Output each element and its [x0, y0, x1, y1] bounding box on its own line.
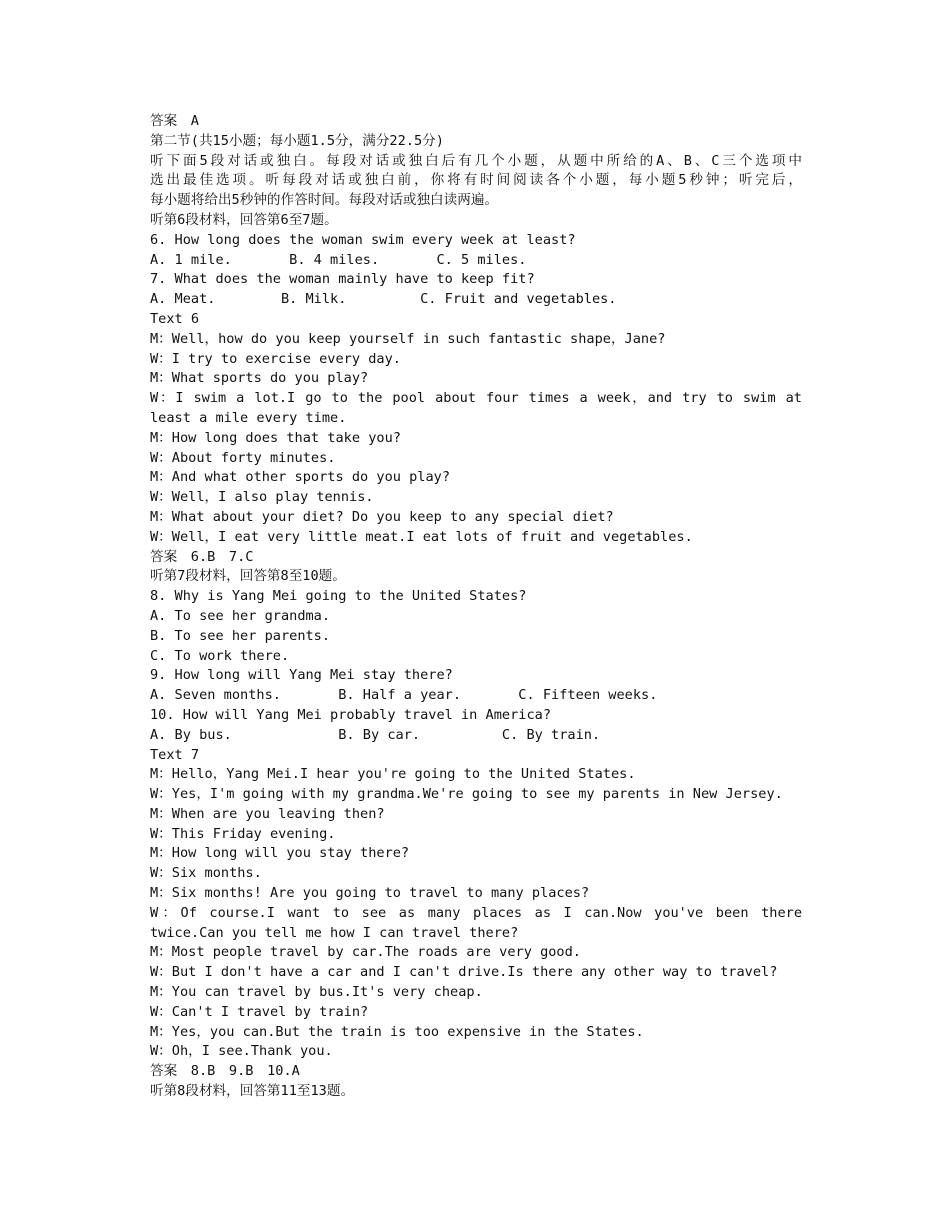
instructions-line: 选出最佳选项。听每段对话或独白前，你将有时间阅读各个小题，每小题5秒钟；听完后， — [150, 172, 802, 189]
dialogue-line: W：Six months. — [150, 865, 262, 882]
material-heading: 听第8段材料，回答第11至13题。 — [150, 1083, 355, 1100]
options-line: B. To see her parents. — [150, 627, 331, 644]
dialogue-line: M：Hello，Yang Mei.I hear you're going to the United States. — [150, 766, 636, 783]
dialogue-line: M：When are you leaving then? — [150, 805, 385, 822]
text-heading: Text 7 — [150, 746, 200, 763]
instructions-line: 每小题将给出5秒钟的作答时间。每段对话或独白读两遍。 — [150, 192, 499, 209]
dialogue-line: W：About forty minutes. — [150, 449, 336, 466]
question-line: 6. How long does the woman swim every week at least? — [150, 231, 576, 248]
options-line: A. To see her grandma. — [150, 607, 331, 624]
options-line: C. To work there. — [150, 647, 290, 664]
dialogue-line: W：Well，I eat very little meat.I eat lots of fruit and vegetables. — [150, 528, 693, 545]
answer-line: 答案 8.B 9.B 10.A — [150, 1063, 300, 1080]
section-heading: 第二节(共15小题；每小题1.5分，满分22.5分) — [150, 132, 444, 149]
material-heading: 听第6段材料，回答第6至7题。 — [150, 211, 338, 228]
dialogue-line: twice.Can you tell me how I can travel there? — [150, 924, 519, 941]
dialogue-line: W：But I don't have a car and I can't drive.Is there any other way to travel? — [150, 964, 778, 981]
dialogue-line: W：This Friday evening. — [150, 825, 336, 842]
dialogue-line: M：How long does that take you? — [150, 429, 401, 446]
dialogue-line: W：Of course.I want to see as many places as I can.Now you've been there — [150, 904, 802, 921]
answer-line: 答案 A — [150, 113, 199, 129]
dialogue-line: W：Yes，I'm going with my grandma.We're going to see my parents in New Jersey. — [150, 786, 783, 803]
dialogue-line: W：I try to exercise every day. — [150, 350, 401, 367]
dialogue-line: W：I swim a lot.I go to the pool about four times a week，and try to swim at — [150, 390, 802, 407]
dialogue-line: M：What sports do you play? — [150, 370, 369, 387]
question-line: 8. Why is Yang Mei going to the United States? — [150, 588, 527, 605]
dialogue-line: M：Most people travel by car.The roads are very good. — [150, 944, 581, 961]
dialogue-line: W：Can't I travel by train? — [150, 1003, 369, 1020]
dialogue-line: W：Well，I also play tennis. — [150, 489, 374, 506]
dialogue-line: M：What about your diet? Do you keep to any special diet? — [150, 508, 614, 525]
document-page — [150, 112, 802, 1102]
dialogue-line: M：You can travel by bus.It's very cheap. — [150, 984, 483, 1001]
options-line: A. Meat. B. Milk. C. Fruit and vegetables. — [150, 291, 617, 308]
question-line: 9. How long will Yang Mei stay there? — [150, 667, 453, 684]
dialogue-line: M：And what other sports do you play? — [150, 469, 451, 486]
answer-line: 答案 6.B 7.C — [150, 548, 254, 565]
dialogue-line: least a mile every time. — [150, 409, 347, 426]
dialogue-line: M：Yes，you can.But the train is too expensive in the States. — [150, 1023, 644, 1040]
instructions-line: 听下面5段对话或独白。每段对话或独白后有几个小题，从题中所给的A、B、C三个选项中 — [150, 152, 802, 169]
dialogue-line: M：How long will you stay there? — [150, 845, 410, 862]
dialogue-line: M：Well，how do you keep yourself in such fantastic shape，Jane? — [150, 330, 666, 347]
options-line: A. 1 mile. B. 4 miles. C. 5 miles. — [150, 251, 527, 268]
options-line: A. By bus. B. By car. C. By train. — [150, 726, 601, 743]
options-line: A. Seven months. B. Half a year. C. Fifteen weeks. — [150, 687, 658, 704]
dialogue-line: W：Oh，I see.Thank you. — [150, 1043, 333, 1060]
material-heading: 听第7段材料，回答第8至10题。 — [150, 568, 346, 585]
dialogue-line: M：Six months! Are you going to travel to many places? — [150, 885, 590, 902]
question-line: 7. What does the woman mainly have to keep fit? — [150, 271, 535, 288]
text-heading: Text 6 — [150, 310, 200, 327]
question-line: 10. How will Yang Mei probably travel in America? — [150, 706, 552, 723]
